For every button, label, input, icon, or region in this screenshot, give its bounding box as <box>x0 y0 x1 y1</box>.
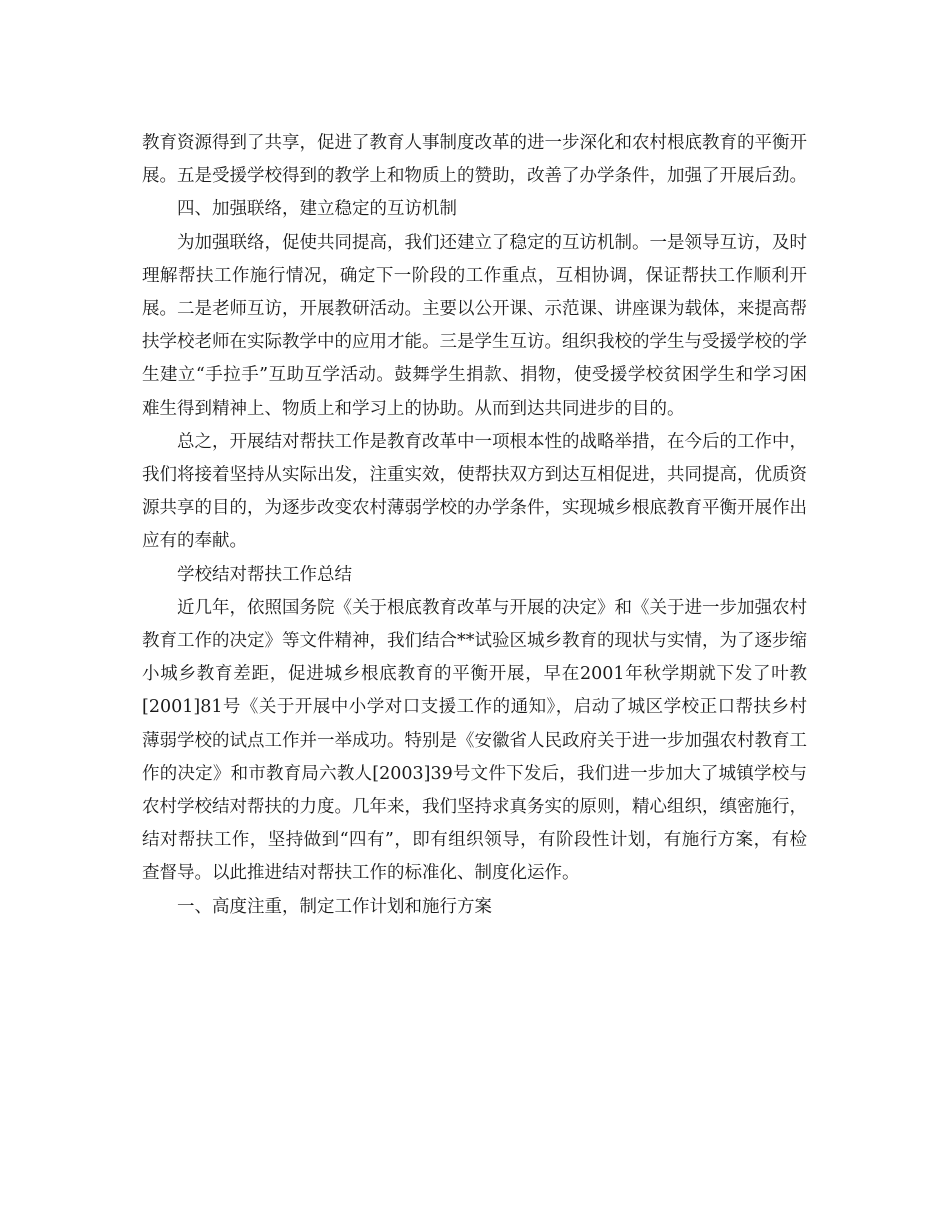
paragraph-continuation: 教育资源得到了共享，促进了教育人事制度改革的进一步深化和农村根底教育的平衡开展。五是受援学校得到的教学上和物质上的赞助，改善了办学条件，加强了开展后劲。 <box>142 133 807 187</box>
paragraph-conclusion: 总之，开展结对帮扶工作是教育改革中一项根本性的战略举措，在今后的工作中，我们将接着坚持从实际出发，注重实效，使帮扶双方到达互相促进，共同提高，优质资源共享的目的，为逐步改变农村薄弱学校的办学条件，实现城乡根底教育平衡开展作出应有的奉献。 <box>142 431 807 552</box>
section-heading-one: 一、高度注重，制定工作计划和施行方案 <box>177 896 492 917</box>
paragraph-intro: 近几年，依照国务院《关于根底教育改革与开展的决定》和《关于进一步加强农村教育工作的决定》等文件精神，我们结合**试验区城乡教育的现状与实情，为了逐步缩小城乡教育差距，促进城乡根底教育的平衡开展，早在2001年秋学期就下发了叶教[2001]81号《关于开展中小学对口支援工作的通知》，启动了城区学校正口帮扶乡村薄弱学校的试点工作并一举成功。特别是《安徽省人民政府关于进一步加强农村教育工作的决定》和市教育局六教人[2003]39号文件下发后，我们进一步加大了城镇学校与农村学校结对帮扶的力度。几年来，我们坚持求真务实的原则，精心组织，缜密施行，结对帮扶工作，坚持做到“四有”，即有组织领导，有阶段性计划，有施行方案，有检查督导。以此推进结对帮扶工作的标准化、制度化运作。 <box>142 597 807 884</box>
document-title: 学校结对帮扶工作总结 <box>177 564 352 585</box>
section-heading-four: 四、加强联络，建立稳定的互访机制 <box>177 199 457 220</box>
document-page <box>142 127 807 924</box>
paragraph-mutual-visits: 为加强联络，促使共同提高，我们还建立了稳定的互访机制。一是领导互访，及时理解帮扶工作施行情况，确定下一阶段的工作重点，互相协调，保证帮扶工作顺利开展。二是老师互访，开展教研活动。主要以公开课、示范课、讲座课为载体，来提高帮扶学校老师在实际教学中的应用才能。三是学生互访。组织我校的学生与受援学校的学生建立“手拉手”互助互学活动。鼓舞学生捐款、捐物，使受援学校贫困学生和学习困难生得到精神上、物质上和学习上的协助。从而到达共同进步的目的。 <box>142 232 807 419</box>
